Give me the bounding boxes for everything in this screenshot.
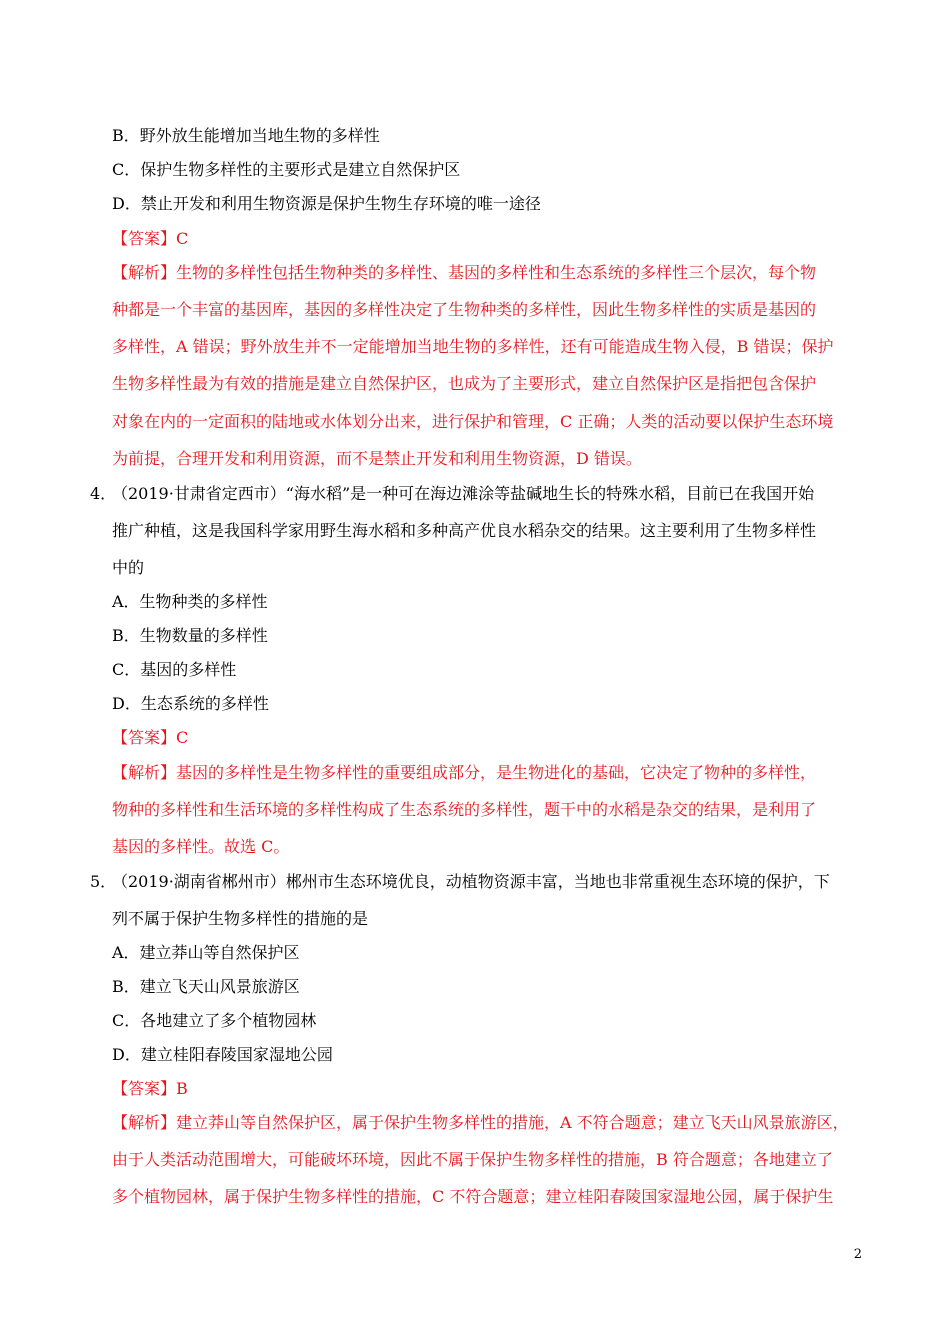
q5-answer: 【答案】B — [112, 1079, 188, 1098]
q4-option-a: A．生物种类的多样性 — [112, 592, 268, 611]
q5-option-c: C．各地建立了多个植物园林 — [112, 1011, 317, 1030]
q3-option-b: B．野外放生能增加当地生物的多样性 — [112, 126, 380, 145]
q4-stem-line: （2019·甘肃省定西市）“海水稻”是一种可在海边滩涂等盐碱地生长的特殊水稻，目前已在我国开始 — [112, 484, 815, 503]
q5-stem-line: （2019·湖南省郴州市）郴州市生态环境优良，动植物资源丰富，当地也非常重视生态环境的保护，下 — [112, 872, 830, 891]
q5-number: 5． — [90, 872, 117, 891]
q3-analysis-line: 多样性，A 错误；野外放生并不一定能增加当地生物的多样性，还有可能造成生物入侵，B 错误；保护 — [112, 337, 834, 356]
q4-analysis-line: 物种的多样性和生活环境的多样性构成了生态系统的多样性，题干中的水稻是杂交的结果，是利用了 — [112, 800, 817, 819]
q3-answer: 【答案】C — [112, 229, 189, 248]
q3-analysis-line: 生物多样性最为有效的措施是建立自然保护区，也成为了主要形式，建立自然保护区是指把包含保护 — [112, 374, 817, 393]
q3-analysis-line: 种都是一个丰富的基因库，基因的多样性决定了生物种类的多样性，因此生物多样性的实质是基因的 — [112, 300, 817, 319]
q4-stem-line: 推广种植，这是我国科学家用野生海水稻和多种高产优良水稻杂交的结果。这主要利用了生物多样性 — [112, 521, 817, 540]
q5-option-a: A．建立莽山等自然保护区 — [112, 943, 300, 962]
q5-analysis-line: 由于人类活动范围增大，可能破坏环境，因此不属于保护生物多样性的措施，B 符合题意；各地建立了 — [112, 1150, 833, 1169]
q4-option-d: D．生态系统的多样性 — [112, 694, 269, 713]
page-number: 2 — [853, 1247, 862, 1262]
q5-stem-line: 列不属于保护生物多样性的措施的是 — [112, 909, 369, 928]
q4-stem-line: 中的 — [112, 558, 145, 577]
q4-number: 4． — [90, 484, 117, 503]
q4-analysis-line: 【解析】基因的多样性是生物多样性的重要组成部分，是生物进化的基础，它决定了物种的多样性， — [112, 763, 817, 782]
q5-analysis-line: 多个植物园林，属于保护生物多样性的措施，C 不符合题意；建立桂阳春陵国家湿地公园，属于保护生 — [112, 1187, 834, 1206]
q4-analysis-line: 基因的多样性。故选 C。 — [112, 837, 290, 856]
q3-analysis-line: 对象在内的一定面积的陆地或水体划分出来，进行保护和管理，C 正确；人类的活动要以保护生态环境 — [112, 412, 834, 431]
q5-analysis-line: 【解析】建立莽山等自然保护区，属于保护生物多样性的措施，A 不符合题意；建立飞天山风景旅游区， — [112, 1113, 849, 1132]
q3-option-c: C．保护生物多样性的主要形式是建立自然保护区 — [112, 160, 461, 179]
q3-option-d: D．禁止开发和利用生物资源是保护生物生存环境的唯一途径 — [112, 194, 541, 213]
q3-analysis-line: 【解析】生物的多样性包括生物种类的多样性、基因的多样性和生态系统的多样性三个层次，每个物 — [112, 263, 817, 282]
q4-option-b: B．生物数量的多样性 — [112, 626, 268, 645]
q4-option-c: C．基因的多样性 — [112, 660, 237, 679]
q5-option-b: B．建立飞天山风景旅游区 — [112, 977, 300, 996]
q4-answer: 【答案】C — [112, 728, 189, 747]
q3-analysis-line: 为前提，合理开发和利用资源，而不是禁止开发和利用生物资源，D 错误。 — [112, 449, 642, 468]
q5-option-d: D．建立桂阳春陵国家湿地公园 — [112, 1045, 333, 1064]
